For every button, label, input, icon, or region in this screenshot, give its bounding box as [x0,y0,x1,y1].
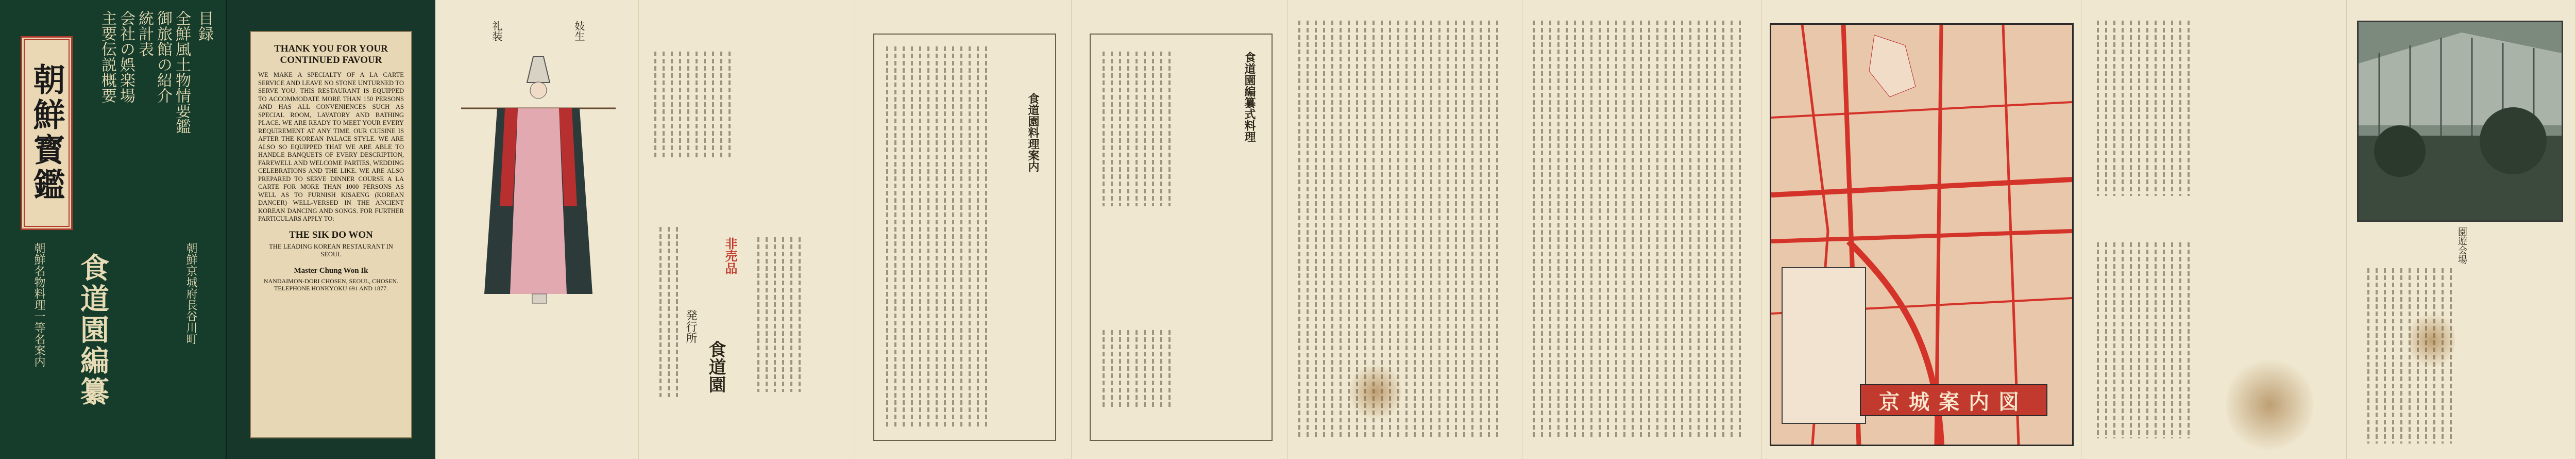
cover-big-title: 食道園編纂 [76,253,110,407]
toc-item: 全鮮風土物情要鑑 [173,10,191,134]
listing-text-top [2097,21,2190,196]
frame-body-text [886,46,987,428]
foxing-stain [2226,356,2313,454]
foxing-stain [1350,361,1401,423]
frame-heading: 食道園料理案内 [1026,93,1040,172]
cover-subtitle: 朝鮮名物料理一等名案内 [32,242,45,367]
listings-page [2081,0,2347,459]
body-text [1533,21,1741,438]
city-map [1770,23,2074,446]
frame-body-text [1103,52,1171,206]
table-of-contents [98,10,213,268]
illustration-label-right: 妓生 [573,21,585,41]
map-title: 京城案内図 [1860,384,2047,416]
not-for-sale-stamp: 非売品 [723,237,738,274]
colophon-page [639,0,855,459]
frame-heading: 食道園編纂式料理 [1243,52,1256,142]
listing-text-bottom [2097,242,2190,438]
text-page-2 [1522,0,1762,459]
contact-address: NANDAIMON-DORI CHOSEN, SEOUL, CHOSEN. TELEPHONE HONKYOKU 691 AND 1877. [263,277,399,292]
ad-body: WE MAKE A SPECIALTY OF A LA CARTE SERVICE AND LEAVE NO STONE UNTURNED TO SERVE YOU. THIS RESTAURANT IS EQUIPPED TO ACCOMMODATE MORE THAN 150 PERSONS AND HAS ALL CONVENIENCES SUCH AS SPECIAL ROOM, LAVATORY AND BATHING PLACE. WE ARE READY TO MEET YOUR EVERY REQUIREMENT AT ANY TIME. OUR CUISINE IS AFTER THE KOREAN PALACE STYLE. WE ARE ALSO SO EQUIPPED THAT WE ARE ABLE TO HANDLE BANQUETS OF EVERY DESCRIPTION, FAREWELL AND WELCOME PARTIES, WEDDING CELEBRATIONS AND THE LIKE. WE ARE ALSO PREPARED TO SERVE DINNER COURSE A LA CARTE FOR MORE THAN 1000 PERSONS AS WELL AS TO FURNISH KISAENG (KOREAN DANCER) WELL-VERSED IN THE ANCIENT KOREAN DANCING AND SONGS. FOR FURTHER PARTICULARS APPLY TO: [258,71,404,222]
restaurant-tagline: THE LEADING KOREAN RESTAURANT IN SEOUL [269,242,393,258]
garden-page [2347,0,2576,459]
colophon-text-right [757,237,801,392]
toc-item: 会社の娯楽場 [117,10,135,103]
foxing-stain [2409,309,2455,371]
toc-heading: 目録 [195,10,213,41]
frame-body-text [1103,330,1171,407]
toc-item: 統計表 [135,10,154,57]
cover-panel [0,0,227,459]
colophon-text-top [654,52,731,160]
publisher-label: 発行所 [684,309,697,343]
colophon-text-bottom [659,227,678,397]
kisaeng-figure-illustration [456,52,621,309]
photo-caption: 園遊会場 [2456,227,2467,264]
ad-title: THANK YOU FOR YOUR CONTINUED FAVOUR [274,43,388,65]
illustration-page [435,0,639,459]
map-legend [1782,267,1866,424]
illustration-label-left: 礼装 [490,21,503,41]
garden-photo-image [2359,22,2562,220]
cover-title: 朝鮮寳鑑 [21,36,73,230]
ad-card [250,31,412,438]
toc-item: 主要伝説概要 [98,10,116,103]
garden-photo [2357,21,2563,222]
english-ad-panel [227,0,435,459]
map-page [1762,0,2081,459]
publisher-name: 食道園 [705,340,726,393]
restaurant-name: THE SIK DO WON [289,229,373,240]
text-page-1 [1288,0,1522,459]
cover-publisher: 朝鮮京城府長谷川町 [184,242,197,345]
toc-item: 御旅館の紹介 [154,10,172,103]
menu-page-left [855,0,1072,459]
contact-name: Master Chung Won Ik [294,266,368,275]
menu-page-right [1072,0,1288,459]
body-text [1298,21,1498,438]
